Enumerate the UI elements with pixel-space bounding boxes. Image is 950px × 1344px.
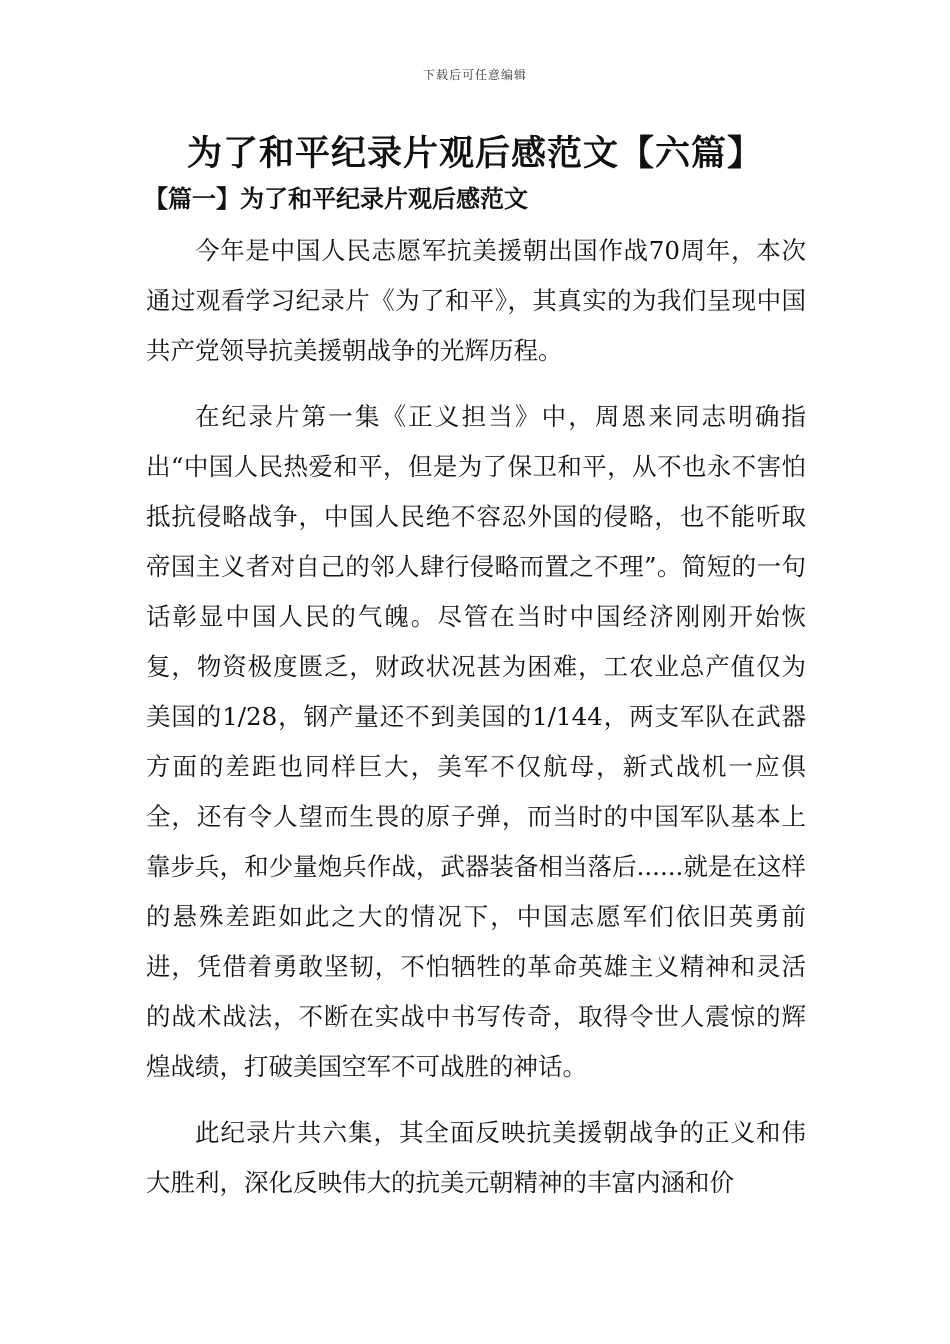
paragraph-2: 在纪录片第一集《正义担当》中，周恩来同志明确指出“中国人民热爱和平，但是为了保卫和平，从不也永不害怕抵抗侵略战争，中国人民绝不容忍外国的侵略，也不能听取帝国主义者对自己的邻人肆行侵略而置之不理”。简短的一句话彰显中国人民的气魄。尽管在当时中国经济刚刚开始恢复，物资极度匮乏，财政状况甚为困难，工农业总产值仅为美国的1/28，钢产量还不到美国的1/144，两支军队在武器方面的差距也同样巨大，美军不仅航母，新式战机一应俱全，还有令人望而生畏的原子弹，而当时的中国军队基本上靠步兵，和少量炮兵作战，武器装备相当落后......就是在这样的悬殊差距如此之大的情况下，中国志愿军们依旧英勇前进，凭借着勇敢坚韧，不怕牺牲的革命英雄主义精神和灵活的战术战法，不断在实战中书写传奇，取得令世人震惊的辉煌战绩，打破美国空军不可战胜的神话。 <box>146 402 806 1081</box>
section-heading: 【篇一】为了和平纪录片观后感范文 <box>144 184 528 213</box>
paragraph-1: 今年是中国人民志愿军抗美援朝出国作战70周年，本次通过观看学习纪录片《为了和平》，其真实的为我们呈现中国共产党领导抗美援朝战争的光辉历程。 <box>146 236 806 365</box>
header-note: 下载后可任意编辑 <box>422 68 527 82</box>
document-title: 为了和平纪录片观后感范文【六篇】 <box>186 134 763 174</box>
document-body <box>146 226 806 1224</box>
paragraph-3: 此纪录片共六集，其全面反映抗美援朝战争的正义和伟大胜利，深化反映伟大的抗美元朝精神的丰富内涵和价 <box>146 1118 806 1197</box>
